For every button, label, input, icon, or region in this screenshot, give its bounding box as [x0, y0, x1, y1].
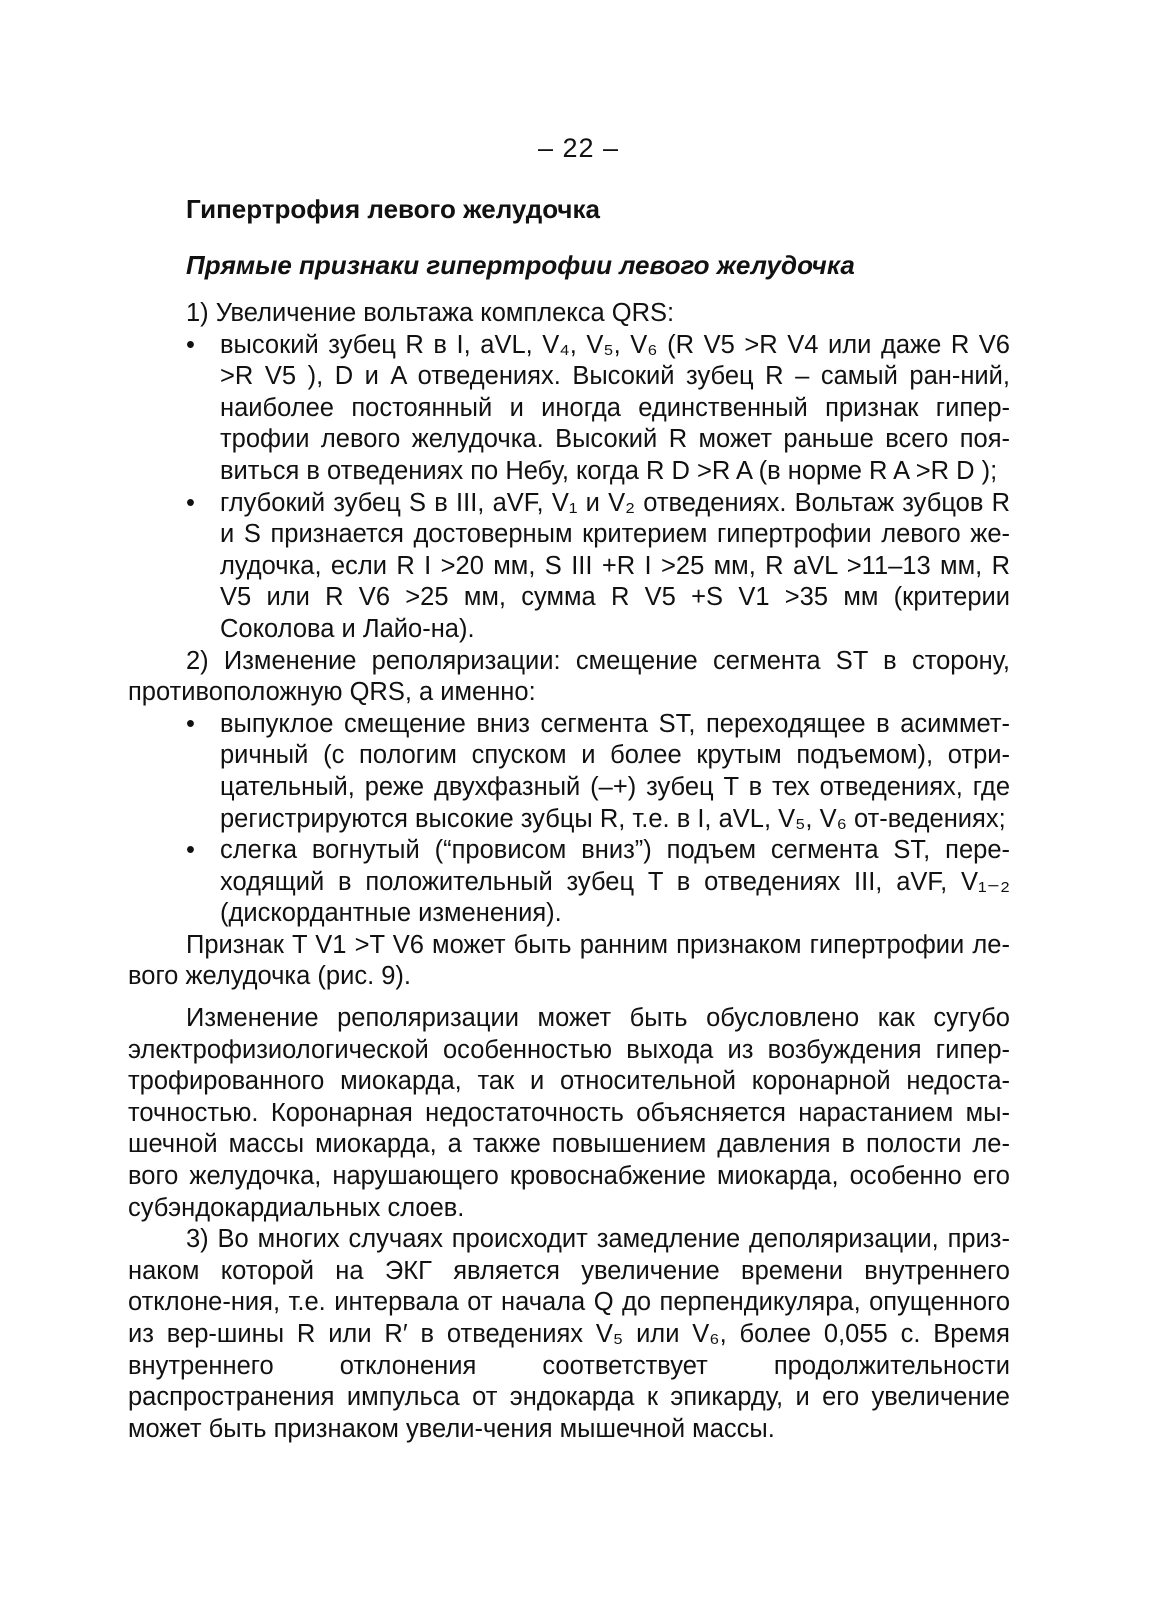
bullet-item: [128, 488, 1010, 646]
item3-paragraph: 3) Во многих случаях происходит замедление деполяризации, приз-наком которой на ЭКГ является увеличение времени внутреннего отклоне-ния, т.е. интервала от начала Q до перпендикуляра, опущенного из вер-шины R или R′ в отведениях V₅ или V₆, более 0,055 с. Время внутреннего отклонения соответствует продолжительности распространения импульса от эндокарда к эпикарду, и его увеличение может быть признаком увели-чения мышечной массы.: [128, 1225, 1010, 1443]
page-content: [128, 192, 1010, 1445]
bullet-text: выпуклое смещение вниз сегмента ST, переходящее в асиммет-ричный (с пологим спуском и более крутым подъемом), отри-цательный, реже двухфазный (–+) зубец T в тех отведениях, где регистрируются высокие зубцы R, т.е. в I, aVL, V₅, V₆ от-ведениях;: [220, 709, 1010, 833]
bullet-text: слегка вогнутый (“провисом вниз”) подъем сегмента ST, пере-ходящий в положительный зубец T в отведениях III, aVF, V₁₋₂ (дискордантные изменения).: [220, 836, 1010, 928]
bullet-item: [128, 835, 1010, 930]
bullet-text: глубокий зубец S в III, aVF, V₁ и V₂ отведениях. Вольтаж зубцов R и S признается достоверным критерием гипертрофии левого же-лудочка, если R I >20 мм, S III +R I >25 мм, R aVL >11–13 мм, R V5 или R V6 >25 мм, сумма R V5 +S V1 >35 мм (критерии Соколова и Лайо-на).: [220, 488, 1010, 643]
paragraph-sign: Признак T V1 >T V6 может быть ранним признаком гипертрофии ле-вого желудочка (рис. 9).: [128, 930, 1010, 991]
bullet-icon: •: [186, 836, 195, 865]
bullet-icon: •: [186, 709, 195, 738]
bullet-item: [128, 330, 1010, 488]
subsection-heading: Прямые признаки гипертрофии левого желудочка: [186, 250, 855, 280]
bullets-voltage: [128, 330, 1010, 646]
section-heading: Гипертрофия левого желудочка: [186, 194, 600, 224]
item1-intro: 1) Увеличение вольтажа комплекса QRS:: [186, 299, 675, 327]
bullet-text: высокий зубец R в I, aVL, V₄, V₅, V₆ (R V5 >R V4 или даже R V6 >R V5 ), D и A отведениях. Высокий зубец R – самый ран-ний, наиболее постоянный и иногда единственный признак гипер-трофии левого желудочка. Высокий R может раньше всего поя-виться в отведениях по Небу, когда R D >R A (в норме R A >R D );: [220, 330, 1010, 485]
bullet-icon: •: [186, 488, 195, 517]
bullet-icon: •: [186, 330, 195, 359]
bullets-repolarization: [128, 709, 1010, 930]
paragraph-repolarization: Изменение реполяризации может быть обусловлено как сугубо электрофизиологической особенностью выхода из возбуждения гипер-трофированного миокарда, так и относительной коронарной недоста-точностью. Коронарная недостаточность объясняется нарастанием мы-шечной массы миокарда, а также повышением давления в полости ле-вого желудочка, нарушающего кровоснабжение миокарда, особенно его субэндокардиальных слоев.: [128, 1004, 1010, 1222]
bullet-item: [128, 709, 1010, 835]
page-number: – 22 –: [537, 133, 620, 163]
item2-intro: 2) Изменение реполяризации: смещение сегмента ST в сторону, противоположную QRS, а именно:: [128, 646, 1010, 707]
